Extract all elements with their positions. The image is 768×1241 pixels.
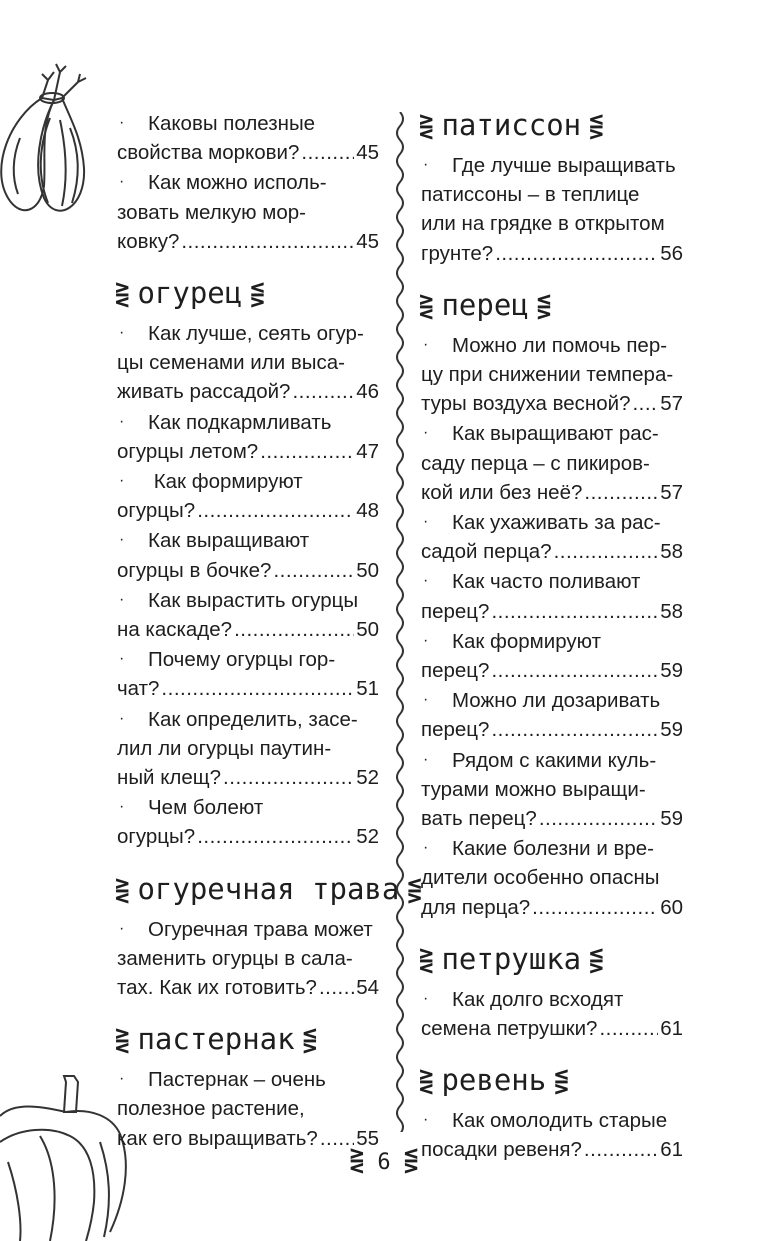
entry-text: цы семенами или выса- — [117, 351, 345, 375]
entry-text: Как формируют — [452, 629, 601, 653]
entry-line — [421, 745, 683, 775]
toc-entry[interactable] — [117, 318, 379, 407]
entry-page-number: 58 — [660, 599, 683, 623]
bullet-icon: · — [119, 531, 125, 549]
entry-line — [117, 792, 379, 822]
entry-text: Как определить, засе- — [148, 707, 358, 731]
entry-text: дители особенно опасны — [421, 866, 660, 890]
entry-text: Каковы полезные — [148, 112, 316, 135]
entry-page-number: 57 — [660, 480, 683, 504]
entry-page-number: 51 — [356, 677, 379, 701]
entry-line — [117, 1094, 379, 1123]
entry-page-number: 61 — [660, 1138, 683, 1162]
entry-text: огурцы в бочке? — [117, 558, 272, 582]
entry-line — [421, 715, 683, 744]
heading-ornament-left-icon: ⋛ — [419, 111, 434, 139]
dot-leader — [539, 804, 658, 833]
heading-ornament-left-icon: ⋛ — [419, 944, 434, 973]
entry-text: Огуречная трава может — [148, 917, 373, 941]
heading-ornament-right-icon: ⋚ — [302, 1025, 318, 1054]
entry-page-number: 59 — [660, 659, 683, 683]
entry-text: садой перца? — [421, 540, 552, 564]
entry-line — [117, 198, 379, 227]
dot-leader — [260, 437, 354, 466]
entry-text: Рядом с какими куль- — [452, 748, 657, 772]
toc-entry[interactable] — [117, 792, 379, 851]
bullet-icon: · — [119, 590, 125, 608]
entry-line — [117, 674, 379, 703]
heading-ornament-right-icon: ⋚ — [536, 290, 552, 319]
entry-page-number: 60 — [660, 895, 683, 919]
entry-page-number: 52 — [356, 766, 379, 790]
entry-line — [421, 360, 683, 389]
dot-leader — [584, 478, 658, 507]
entry-line — [117, 734, 379, 763]
entry-line — [117, 556, 379, 585]
heading-ornament-right-icon: ⋚ — [554, 1066, 569, 1095]
entry-line — [117, 377, 379, 406]
bullet-icon: · — [423, 513, 429, 531]
section-heading-text: перец — [441, 287, 529, 322]
entry-text: Какие болезни и вре- — [452, 837, 654, 861]
bullet-icon: · — [423, 691, 429, 709]
entry-line — [421, 685, 683, 715]
toc-entry[interactable] — [421, 507, 683, 566]
entry-text: зовать мелкую мор- — [117, 200, 306, 224]
toc-entry[interactable] — [117, 914, 379, 1003]
onion-illustration — [0, 58, 112, 220]
entry-line — [421, 1014, 683, 1043]
entry-line — [421, 507, 683, 537]
toc-entry[interactable] — [117, 167, 379, 256]
entry-line — [117, 525, 379, 555]
entry-line — [117, 704, 379, 734]
entry-page-number: 46 — [356, 380, 379, 404]
entry-line — [421, 597, 683, 626]
section-heading-text: петрушка — [441, 941, 582, 976]
entry-text: Можно ли помочь пер- — [452, 333, 668, 357]
dot-leader — [301, 138, 354, 167]
toc-entry[interactable] — [421, 330, 683, 419]
entry-page-number: 50 — [356, 618, 379, 642]
entry-line — [117, 437, 379, 466]
dot-leader — [197, 822, 354, 851]
entry-text: патиссоны – в теплице — [421, 183, 640, 207]
bullet-icon: · — [119, 412, 125, 430]
entry-page-number: 59 — [660, 718, 683, 742]
heading-ornament-right-icon: ⋚ — [407, 874, 422, 903]
entry-text: саду перца – с пикиров- — [421, 451, 650, 475]
toc-entry[interactable] — [421, 566, 683, 625]
toc-entry[interactable] — [117, 585, 379, 644]
entry-line — [421, 566, 683, 596]
entry-text: перец? — [421, 599, 490, 623]
entry-text: Как долго всходят — [452, 987, 624, 1011]
toc-entry[interactable] — [421, 626, 683, 685]
entry-page-number: 59 — [660, 807, 683, 831]
bullet-icon: · — [119, 709, 125, 727]
entry-text: или на грядке в открытом — [421, 212, 665, 236]
entry-text: Как можно исполь- — [148, 171, 327, 195]
entry-line — [421, 656, 683, 685]
entry-line — [117, 466, 379, 496]
dot-leader — [181, 227, 354, 256]
section-heading — [115, 871, 422, 908]
entry-line — [117, 227, 379, 256]
bullet-icon: · — [119, 1070, 125, 1088]
entry-line — [421, 984, 683, 1014]
entry-text: перец? — [421, 718, 490, 742]
dot-leader — [554, 537, 659, 566]
entry-line — [421, 478, 683, 507]
entry-text: для перца? — [421, 895, 531, 919]
dot-leader — [273, 556, 354, 585]
entry-page-number: 57 — [660, 392, 683, 416]
entry-text: огурцы? — [117, 825, 196, 849]
bullet-icon: · — [423, 1111, 429, 1129]
toc-entry[interactable] — [117, 108, 379, 167]
entry-page-number: 47 — [356, 439, 379, 463]
entry-text: перец? — [421, 659, 490, 683]
dot-leader — [495, 239, 658, 268]
dot-leader — [161, 674, 354, 703]
dot-leader — [223, 763, 354, 792]
entry-line — [117, 138, 379, 167]
left-ornament-icon: ⋛ — [349, 1145, 365, 1173]
entry-line — [117, 973, 379, 1002]
contents-column-right — [421, 108, 683, 1165]
entry-text: ный клещ? — [117, 766, 222, 790]
entry-line — [421, 239, 683, 268]
entry-text: Как омолодить старые — [452, 1109, 668, 1133]
entry-page-number: 56 — [660, 241, 683, 265]
entry-line — [421, 389, 683, 418]
heading-ornament-left-icon: ⋛ — [419, 1066, 434, 1095]
entry-text: Пастернак – очень — [148, 1068, 326, 1092]
entry-line — [421, 209, 683, 238]
page-number — [0, 1145, 768, 1175]
heading-ornament-left-icon: ⋛ — [115, 1025, 130, 1054]
entry-page-number: 52 — [356, 825, 379, 849]
entry-text: Чем болеют — [148, 796, 264, 820]
bullet-icon: · — [423, 335, 429, 353]
section-heading-text: патиссон — [441, 108, 582, 142]
entry-text: Как формируют — [148, 470, 303, 494]
entry-text: на каскаде? — [117, 618, 233, 642]
entry-text: вать перец? — [421, 807, 537, 831]
entry-text: семена петрушки? — [421, 1017, 598, 1041]
entry-text: туры воздуха весной? — [421, 392, 631, 416]
bullet-icon: · — [119, 798, 125, 816]
entry-text: грунте? — [421, 241, 494, 265]
toc-entry[interactable] — [421, 150, 683, 268]
entry-text: огурцы? — [117, 499, 196, 523]
entry-page-number: 45 — [356, 141, 379, 165]
entry-text: Как подкармливать — [148, 410, 332, 434]
entry-text: как его выращивать? — [117, 1126, 318, 1150]
section-heading — [419, 108, 683, 144]
entry-text: живать рассадой? — [117, 380, 291, 404]
section-heading-text: пастернак — [137, 1022, 295, 1057]
entry-text: тах. Как их готовить? — [117, 976, 317, 1000]
toc-entry[interactable] — [421, 418, 683, 507]
entry-line — [117, 348, 379, 377]
heading-ornament-right-icon: ⋚ — [589, 944, 604, 973]
entry-line — [421, 804, 683, 833]
entry-text: Как вырастить огурцы — [148, 588, 359, 612]
entry-text: огурцы летом? — [117, 439, 259, 463]
section-heading — [115, 1022, 379, 1058]
entry-page-number: 48 — [356, 499, 379, 523]
section-heading — [419, 1063, 683, 1099]
section-heading-text: ревень — [441, 1063, 547, 1098]
toc-entry[interactable] — [117, 704, 379, 793]
toc-entry[interactable] — [117, 466, 379, 525]
heading-ornament-left-icon: ⋛ — [419, 290, 434, 319]
entry-line — [421, 833, 683, 863]
toc-entry[interactable] — [421, 745, 683, 834]
entry-text: Почему огурцы гор- — [148, 648, 336, 672]
bullet-icon: · — [119, 324, 125, 342]
dot-leader — [491, 597, 658, 626]
bullet-icon: · — [119, 173, 125, 191]
heading-ornament-left-icon: ⋛ — [115, 279, 130, 308]
entry-page-number: 55 — [356, 1126, 379, 1150]
entry-text: свойства моркови? — [117, 141, 300, 165]
entry-line — [421, 418, 683, 448]
dot-leader — [599, 1014, 658, 1043]
dot-leader — [319, 973, 354, 1002]
entry-line — [421, 893, 683, 922]
entry-page-number: 58 — [660, 540, 683, 564]
dot-leader — [532, 893, 658, 922]
entry-text: турами можно выращи- — [421, 777, 646, 801]
bullet-icon: · — [423, 989, 429, 1007]
entry-text: кой или без неё? — [421, 480, 583, 504]
entry-text: цу при снижении темпера- — [421, 363, 674, 387]
section-heading-text: огурец — [137, 276, 243, 311]
bullet-icon: · — [119, 114, 125, 131]
entry-line — [421, 330, 683, 360]
section-heading-text: огуречная трава — [137, 871, 400, 906]
entry-line — [117, 822, 379, 851]
entry-text: Как лучше, сеять огур- — [148, 322, 364, 346]
bullet-icon: · — [423, 424, 429, 442]
bullet-icon: · — [423, 156, 429, 173]
toc-entry[interactable] — [117, 525, 379, 584]
bullet-icon: · — [423, 572, 429, 590]
dot-leader — [491, 656, 658, 685]
entry-line — [421, 775, 683, 804]
entry-line — [117, 914, 379, 944]
page-number-value: 6 — [377, 1150, 391, 1175]
entry-text: заменить огурцы в сала- — [117, 946, 353, 970]
dot-leader — [292, 377, 354, 406]
entry-line — [117, 496, 379, 525]
entry-text: чат? — [117, 677, 160, 701]
dot-leader — [632, 389, 658, 418]
section-heading — [419, 942, 683, 978]
entry-line — [421, 1105, 683, 1135]
entry-text: ковку? — [117, 229, 180, 253]
toc-entry[interactable] — [421, 685, 683, 744]
entry-line — [117, 167, 379, 197]
entry-text: посадки ревеня? — [421, 1138, 582, 1162]
toc-entry[interactable] — [421, 984, 683, 1043]
toc-entry[interactable] — [117, 407, 379, 466]
bullet-icon: · — [119, 919, 125, 937]
entry-line — [117, 108, 379, 138]
entry-line — [117, 407, 379, 437]
heading-ornament-left-icon: ⋛ — [115, 874, 130, 903]
section-heading — [115, 276, 379, 312]
bullet-icon: · — [423, 750, 429, 768]
entry-line — [117, 615, 379, 644]
bullet-icon: · — [423, 631, 429, 649]
entry-text: Где лучше выращивать — [452, 154, 676, 177]
entry-line — [421, 537, 683, 566]
entry-line — [117, 585, 379, 615]
bullet-icon: · — [423, 839, 429, 857]
entry-text: Можно ли дозаривать — [452, 689, 661, 713]
bullet-icon: · — [119, 650, 125, 668]
heading-ornament-right-icon: ⋚ — [589, 111, 604, 139]
entry-line — [421, 626, 683, 656]
heading-ornament-right-icon: ⋚ — [250, 279, 265, 308]
section-heading — [419, 288, 683, 324]
entry-text: полезное растение, — [117, 1097, 305, 1121]
entry-line — [421, 863, 683, 892]
entry-text: Как часто поливают — [452, 570, 641, 594]
entry-line — [421, 150, 683, 180]
contents-column-left — [115, 108, 422, 1153]
dot-leader — [197, 496, 354, 525]
entry-line — [421, 180, 683, 209]
entry-text: Как выращивают рас- — [452, 422, 659, 446]
entry-line — [117, 318, 379, 348]
entry-text: Как ухаживать за рас- — [452, 511, 661, 535]
column-separator — [390, 112, 410, 1132]
entry-page-number: 45 — [356, 229, 379, 253]
entry-text: Как выращивают — [148, 529, 310, 553]
entry-page-number: 54 — [356, 976, 379, 1000]
entry-line — [117, 1064, 379, 1094]
entry-line — [117, 644, 379, 674]
dot-leader — [234, 615, 354, 644]
entry-text: лил ли огурцы паутин- — [117, 736, 332, 760]
toc-entry[interactable] — [117, 644, 379, 703]
entry-page-number: 50 — [356, 558, 379, 582]
bullet-icon: · — [119, 472, 125, 490]
right-ornament-icon: ⋚ — [403, 1145, 419, 1173]
entry-page-number: 61 — [660, 1017, 683, 1041]
toc-entry[interactable] — [117, 1064, 379, 1153]
dot-leader — [491, 715, 658, 744]
toc-entry[interactable] — [421, 833, 683, 922]
entry-line — [421, 449, 683, 478]
entry-line — [117, 763, 379, 792]
entry-line — [117, 944, 379, 973]
